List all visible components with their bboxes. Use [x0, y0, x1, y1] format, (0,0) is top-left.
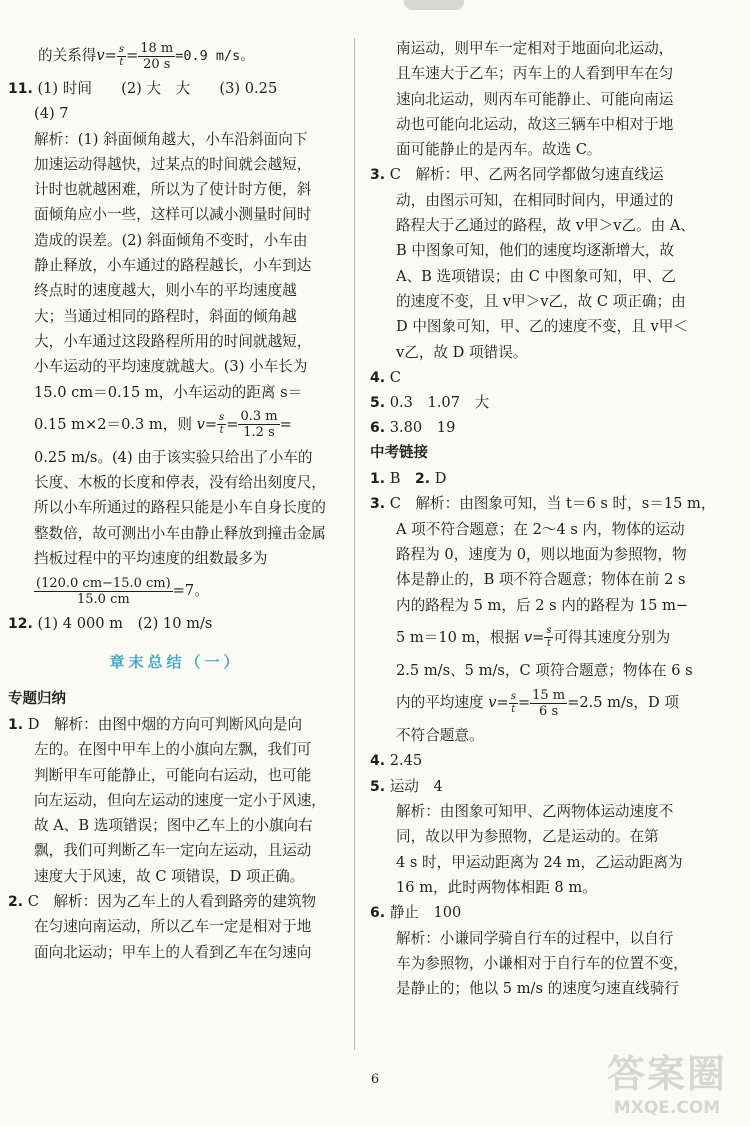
- text-line: 路程大于乙通过的路程，故 v甲＞v乙。由 A、: [396, 217, 695, 235]
- answer-z3: [370, 491, 742, 516]
- eq: =: [517, 694, 531, 712]
- question-number: 5.: [370, 778, 386, 795]
- text-line: 解析：(1) 斜面倾角越大，小车沿斜面向下: [34, 130, 308, 148]
- text: =7。: [172, 582, 209, 600]
- text-line: 是静止的；他以 5 m/s 的速度匀速直线骑行: [396, 980, 679, 998]
- text-line: 动，由图示可知，在相同时间内，甲通过的: [396, 191, 674, 209]
- text-line: 动也可能向北运动，故这三辆车中相对于地: [396, 115, 674, 133]
- answer-z5: [370, 774, 742, 799]
- text-line: 面倾角应小一些，这样可以减小测量时间时: [34, 206, 312, 224]
- text-line: 速向北运动，则丙车可能静止、可能向南运: [396, 90, 674, 108]
- eq: =: [226, 415, 239, 433]
- text-line: 大，小车通过这段路程所用的时间就越短，: [34, 332, 312, 350]
- text-line: 面可能静止的是丙车。故选 C。: [396, 141, 602, 159]
- numerator: (120.0 cm−15.0 cm): [36, 575, 171, 591]
- scan-mark: [404, 0, 464, 10]
- eq: =: [532, 628, 545, 646]
- answer-6: [370, 415, 742, 440]
- answer-text: B: [389, 470, 401, 488]
- text-line: D 中图象可知，甲、乙的速度不变，且 v甲＜: [396, 318, 688, 336]
- answer-2: [8, 889, 344, 914]
- fraction: [138, 42, 175, 71]
- question-number: 5.: [370, 395, 386, 412]
- answer-text: C 解析：由图象可知，当 t＝6 s 时，s＝15 m，: [389, 495, 716, 513]
- text-line: 小车运动的平均速度就越大。(3) 小车长为: [34, 358, 308, 376]
- text-line: 速度大于风速，故 C 项错误，D 项正确。: [34, 867, 305, 885]
- text-line: 判断甲车可能静止，可能向右运动，也可能: [34, 766, 312, 784]
- right-column: [370, 36, 742, 1001]
- text-line: 解析：小谦同学骑自行车的过程中，以自行: [396, 929, 674, 947]
- numerator: s: [219, 412, 225, 424]
- answer-text: 静止 100: [389, 904, 462, 922]
- question-number: 2.: [8, 894, 24, 911]
- answer-text: C 解析：因为乙车上的人看到路旁的建筑物: [27, 893, 317, 911]
- watermark-text: 答案圈: [606, 1052, 727, 1096]
- numerator: s: [118, 43, 125, 55]
- fraction: [117, 45, 126, 68]
- text-line: 挡板过程中的平均速度的组数最多为: [34, 550, 268, 568]
- formula-line: [370, 683, 742, 723]
- numerator: 0.3 m: [240, 409, 278, 425]
- answer-text: C: [389, 368, 401, 386]
- text-line: 面向北运动；甲车上的人看到乙车在匀速向: [34, 943, 312, 961]
- text: 0.15 m×2＝0.3 m，则: [34, 415, 192, 433]
- denominator: 6 s: [539, 703, 559, 719]
- question-number: 6.: [370, 905, 386, 922]
- numerator: 18 m: [140, 40, 174, 56]
- text-line: 内的路程为 5 m，后 2 s 内的路程为 15 m−: [396, 596, 689, 614]
- question-number: 11.: [8, 81, 33, 97]
- answer-12: [8, 611, 344, 636]
- denominator: t: [511, 703, 516, 715]
- answer-text: 运动 4: [389, 777, 443, 795]
- text-line: 大；当通过相同的路程时，斜面的倾角越: [34, 307, 297, 325]
- question-number: 6.: [370, 420, 386, 437]
- denominator: t: [546, 638, 551, 650]
- text-line: 4 s 时，甲运动距离为 24 m，乙运动距离为: [396, 853, 683, 871]
- denominator: 20 s: [143, 56, 171, 72]
- answer-11: [8, 76, 344, 101]
- question-number: 1.: [8, 716, 24, 733]
- var: v: [488, 694, 497, 712]
- numerator: s: [510, 690, 516, 702]
- left-column: [8, 36, 344, 965]
- text-line: 2.5 m/s、5 m/s，C 项符合题意；物体在 6 s: [396, 661, 693, 679]
- denominator: t: [119, 56, 124, 68]
- eq: =: [204, 415, 218, 433]
- text-line: A、B 选项错误；由 C 中图象可知，甲、乙: [396, 267, 676, 285]
- numerator: s: [546, 625, 552, 637]
- watermark-logo: [592, 1050, 742, 1120]
- answer-text: (4) 7: [34, 105, 69, 123]
- section-heading: 专题归纳: [8, 690, 66, 707]
- text-line: 车为参照物，小谦相对于自行车的位置不变，: [396, 954, 688, 972]
- text-line: 路程为 0，速度为 0，则以地面为参照物，物: [396, 545, 687, 563]
- question-number: 3.: [370, 496, 386, 513]
- answer-text: D 解析：由图中烟的方向可判断风向是向: [27, 715, 303, 733]
- question-number: 4.: [370, 369, 386, 386]
- section-heading: 中考链接: [370, 444, 428, 461]
- answer-3: [370, 162, 742, 187]
- text-line: 同，故以甲为参照物，乙是运动的。在第: [396, 828, 659, 846]
- text-line: A 项不符合题意；在 2～4 s 内，物体的运动: [396, 520, 685, 538]
- column-divider: [354, 38, 355, 1050]
- text-line: 终点时的速度越大，则小车的平均速度越: [34, 282, 297, 300]
- answer-5: [370, 390, 742, 415]
- text: =2.5 m/s，D 项: [567, 694, 679, 712]
- eq: =: [496, 694, 509, 712]
- formula-line: [370, 618, 742, 658]
- text: 5 m＝10 m，根据: [396, 628, 520, 646]
- watermark-url: MXQE.COM: [613, 1098, 721, 1118]
- text-line: 向左运动，但向左运动的速度一定小于风速，: [34, 791, 326, 809]
- answer-text: 3.80 19: [389, 419, 456, 437]
- fraction: [509, 692, 518, 715]
- answer-text: C 解析：甲、乙两名同学都做匀速直线运: [389, 166, 664, 184]
- text-line: 不符合题意。: [396, 727, 484, 745]
- answer-text: D: [434, 470, 447, 488]
- answer-z6: [370, 900, 742, 925]
- fraction: [238, 410, 279, 439]
- text-line: 15.0 cm＝0.15 m，小车运动的距离 s＝: [34, 383, 303, 401]
- denominator: 1.2 s: [243, 425, 275, 441]
- text-line: 0.25 m/s。(4) 由于该实验只给出了小车的: [34, 448, 313, 466]
- formula-line: [8, 571, 344, 611]
- formula-line: [8, 36, 344, 76]
- text: 内的平均速度: [396, 694, 484, 712]
- text: =0.9 m/s。: [175, 48, 254, 64]
- question-number: 2.: [415, 471, 431, 488]
- text-line: 16 m，此时两物体相距 8 m。: [396, 878, 597, 896]
- denominator: 15.0 cm: [77, 591, 130, 607]
- question-number: 1.: [370, 471, 386, 488]
- answer-text: 2.45: [389, 752, 423, 770]
- explanation-11: [8, 127, 344, 612]
- text-line: B 中图象可知，他们的速度均逐渐增大，故: [396, 242, 675, 260]
- answer-1: [8, 712, 344, 737]
- text-line: 飘，我们可判断乙车一定向左运动，且运动: [34, 842, 312, 860]
- text-line: v乙，故 D 项错误。: [396, 343, 528, 361]
- text-line: 的速度不变，且 v甲＞v乙，故 C 项正确；由: [396, 292, 686, 310]
- text-line: 故 A、B 选项错误；图中乙车上的小旗向右: [34, 817, 313, 835]
- fraction: [530, 689, 567, 718]
- text-line: 左的。在图中甲车上的小旗向左飘，我们可: [34, 741, 312, 759]
- answer-4: [370, 365, 742, 390]
- denominator: t: [219, 425, 224, 437]
- text-line: 所以小车所通过的路程只能是小车自身长度的: [34, 499, 326, 517]
- answer-text: 0.3 1.07 大: [389, 394, 490, 412]
- eq: =: [279, 415, 292, 433]
- var: v: [523, 628, 533, 646]
- chapter-title: 章末总结（一）: [109, 652, 243, 671]
- fraction: [34, 577, 173, 606]
- text-line: 造成的误差。(2) 斜面倾角不变时，小车由: [34, 231, 308, 249]
- text: 可得其速度分别为: [553, 628, 671, 646]
- answer-z4: [370, 748, 742, 773]
- text-line: 整数倍，故可测出小车由静止释放到撞击金属: [34, 524, 326, 542]
- text-line: 体是静止的，B 项不符合题意；物体在前 2 s: [396, 571, 686, 589]
- numerator: 15 m: [532, 687, 566, 703]
- text: 的关系得: [38, 47, 97, 64]
- eq: =: [104, 47, 117, 64]
- question-number: 12.: [8, 616, 33, 633]
- eq: =: [126, 47, 139, 64]
- question-number: 3.: [370, 167, 386, 184]
- formula-line: [8, 405, 344, 445]
- var: v: [96, 47, 105, 64]
- text-line: 长度、木板的长度和停表，没有给出刻度尺，: [34, 474, 326, 492]
- text-line: 且车速大于乙车；丙车上的人看到甲车在匀: [396, 65, 674, 83]
- page-number: 6: [370, 1072, 380, 1087]
- text-line: 计时也就越困难，所以为了使计时方便，斜: [34, 181, 312, 199]
- answer-text: (1) 时间 (2) 大 大 (3) 0.25: [37, 80, 278, 97]
- text-line: 在匀速向南运动，所以乙车一定是相对于地: [34, 918, 312, 936]
- question-number: 4.: [370, 753, 386, 770]
- fraction: [217, 413, 226, 436]
- answer-z1-z2: [370, 466, 742, 491]
- text-line: 南运动，则甲车一定相对于地面向北运动，: [396, 40, 674, 57]
- text-line: 加速运动得越快，过某点的时间就会越短，: [34, 155, 312, 173]
- text-line: 静止释放，小车通过的路程越长，小车到达: [34, 257, 312, 275]
- text-line: 解析：由图象可知甲、乙两物体运动速度不: [396, 803, 674, 821]
- answer-text: (1) 4 000 m (2) 10 m/s: [37, 615, 213, 633]
- var: v: [196, 415, 205, 433]
